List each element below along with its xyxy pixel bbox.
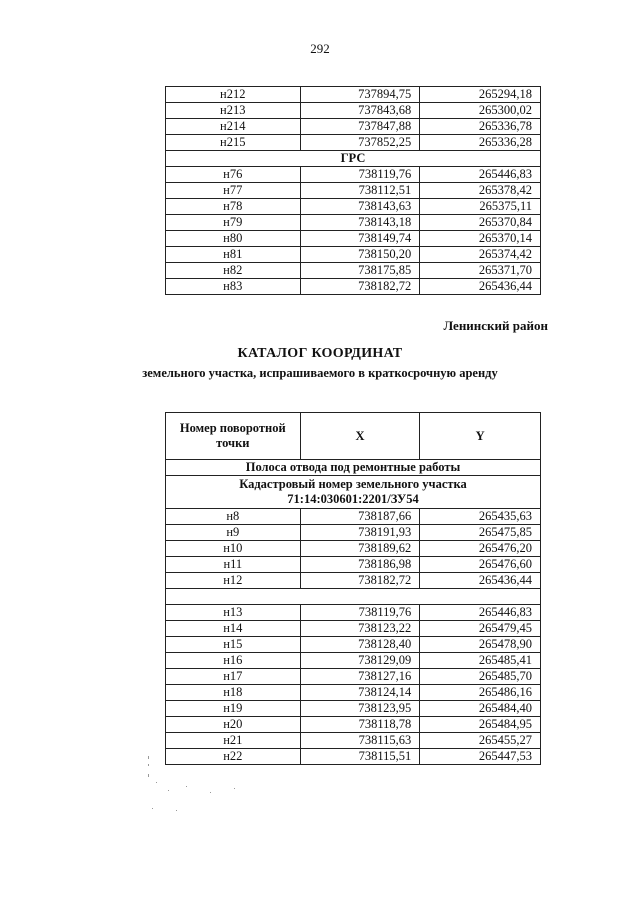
point-number: н80 (166, 231, 301, 247)
y-value: 265294,18 (420, 87, 541, 103)
y-value: 265435,63 (420, 509, 541, 525)
point-number: н77 (166, 183, 301, 199)
x-value: 738119,76 (300, 167, 420, 183)
table-row (166, 525, 541, 541)
table-row (166, 717, 541, 733)
table-row (166, 119, 541, 135)
table2-rows-a (166, 509, 541, 589)
x-value: 738189,62 (300, 541, 420, 557)
x-value: 738112,51 (300, 183, 420, 199)
x-value: 738143,18 (300, 215, 420, 231)
x-value: 738123,22 (300, 621, 420, 637)
point-number: н76 (166, 167, 301, 183)
y-value: 265455,27 (420, 733, 541, 749)
table-row (166, 135, 541, 151)
table-row (166, 199, 541, 215)
point-number: н82 (166, 263, 301, 279)
x-value: 738129,09 (300, 653, 420, 669)
y-value: 265484,95 (420, 717, 541, 733)
point-number: н21 (166, 733, 301, 749)
point-number: н17 (166, 669, 301, 685)
table-row (166, 637, 541, 653)
table-row (166, 509, 541, 525)
x-value: 738124,14 (300, 685, 420, 701)
table-row (166, 653, 541, 669)
point-number: н19 (166, 701, 301, 717)
point-number: н22 (166, 749, 301, 765)
y-value: 265479,45 (420, 621, 541, 637)
table-row (166, 263, 541, 279)
table-row (166, 231, 541, 247)
x-value: 738182,72 (300, 279, 420, 295)
point-number: н20 (166, 717, 301, 733)
table2-rows-b (166, 605, 541, 765)
table-row (166, 733, 541, 749)
x-value: 737894,75 (300, 87, 420, 103)
coordinates-catalog-table (165, 412, 541, 765)
table-row (166, 685, 541, 701)
point-number: н213 (166, 103, 301, 119)
point-number: н78 (166, 199, 301, 215)
point-number: н13 (166, 605, 301, 621)
x-value: 737843,68 (300, 103, 420, 119)
page-number: 292 (310, 41, 330, 56)
y-value: 265300,02 (420, 103, 541, 119)
y-value: 265374,42 (420, 247, 541, 263)
point-number: н12 (166, 573, 301, 589)
table1-rows-b (166, 167, 541, 295)
x-value: 738119,76 (300, 605, 420, 621)
x-value: 738127,16 (300, 669, 420, 685)
x-value: 738115,51 (300, 749, 420, 765)
y-value: 265436,44 (420, 573, 541, 589)
empty-separator-row (166, 589, 541, 605)
y-value: 265486,16 (420, 685, 541, 701)
point-number: н81 (166, 247, 301, 263)
y-value: 265446,83 (420, 605, 541, 621)
table-row (166, 183, 541, 199)
x-value: 738118,78 (300, 717, 420, 733)
x-value: 738187,66 (300, 509, 420, 525)
table-row (166, 215, 541, 231)
point-number: н83 (166, 279, 301, 295)
table-row (166, 167, 541, 183)
header-point-number: Номер поворотной точки (166, 413, 301, 460)
point-number: н16 (166, 653, 301, 669)
catalog-title: КАТАЛОГ КООРДИНАТ (237, 346, 403, 361)
scan-noise-marks (146, 752, 276, 822)
point-number: н212 (166, 87, 301, 103)
x-value: 738143,63 (300, 199, 420, 215)
x-value: 738191,93 (300, 525, 420, 541)
point-number: н214 (166, 119, 301, 135)
point-number: н8 (166, 509, 301, 525)
y-value: 265436,44 (420, 279, 541, 295)
table-row (166, 557, 541, 573)
table-row (166, 247, 541, 263)
y-value: 265476,20 (420, 541, 541, 557)
section-row-strip (166, 460, 541, 476)
x-value: 738115,63 (300, 733, 420, 749)
table-row (166, 573, 541, 589)
y-value: 265370,84 (420, 215, 541, 231)
section-title-grs: ГРС (166, 151, 541, 167)
district-label: Ленинский район (443, 318, 548, 333)
cadastral-row (166, 476, 541, 509)
table-row (166, 701, 541, 717)
x-value: 738128,40 (300, 637, 420, 653)
table-row (166, 621, 541, 637)
y-value: 265447,53 (420, 749, 541, 765)
table-row (166, 605, 541, 621)
table-row (166, 87, 541, 103)
y-value: 265378,42 (420, 183, 541, 199)
x-value: 737847,88 (300, 119, 420, 135)
y-value: 265375,11 (420, 199, 541, 215)
x-value: 738186,98 (300, 557, 420, 573)
table-row (166, 669, 541, 685)
point-number: н10 (166, 541, 301, 557)
x-value: 738175,85 (300, 263, 420, 279)
y-value: 265484,40 (420, 701, 541, 717)
header-x: X (300, 413, 420, 460)
cadastral-number: Кадастровый номер земельного участка 71:14:030601:2201/ЗУ54 (166, 476, 541, 509)
y-value: 265336,28 (420, 135, 541, 151)
section-title-strip: Полоса отвода под ремонтные работы (166, 460, 541, 476)
y-value: 265485,41 (420, 653, 541, 669)
header-y: Y (420, 413, 541, 460)
y-value: 265371,70 (420, 263, 541, 279)
table-row (166, 103, 541, 119)
y-value: 265475,85 (420, 525, 541, 541)
y-value: 265478,90 (420, 637, 541, 653)
table-row (166, 541, 541, 557)
point-number: н215 (166, 135, 301, 151)
point-number: н9 (166, 525, 301, 541)
y-value: 265485,70 (420, 669, 541, 685)
x-value: 738150,20 (300, 247, 420, 263)
y-value: 265446,83 (420, 167, 541, 183)
point-number: н11 (166, 557, 301, 573)
table1-rows-a (166, 87, 541, 151)
section-row-grs (166, 151, 541, 167)
coordinates-table-continued (165, 86, 541, 295)
point-number: н18 (166, 685, 301, 701)
x-value: 738182,72 (300, 573, 420, 589)
point-number: н15 (166, 637, 301, 653)
catalog-subtitle: земельного участка, испрашиваемого в краткосрочную аренду (142, 366, 498, 380)
y-value: 265476,60 (420, 557, 541, 573)
table-header-row (166, 413, 541, 460)
x-value: 738123,95 (300, 701, 420, 717)
y-value: 265370,14 (420, 231, 541, 247)
point-number: н14 (166, 621, 301, 637)
x-value: 737852,25 (300, 135, 420, 151)
y-value: 265336,78 (420, 119, 541, 135)
point-number: н79 (166, 215, 301, 231)
x-value: 738149,74 (300, 231, 420, 247)
table-row (166, 279, 541, 295)
